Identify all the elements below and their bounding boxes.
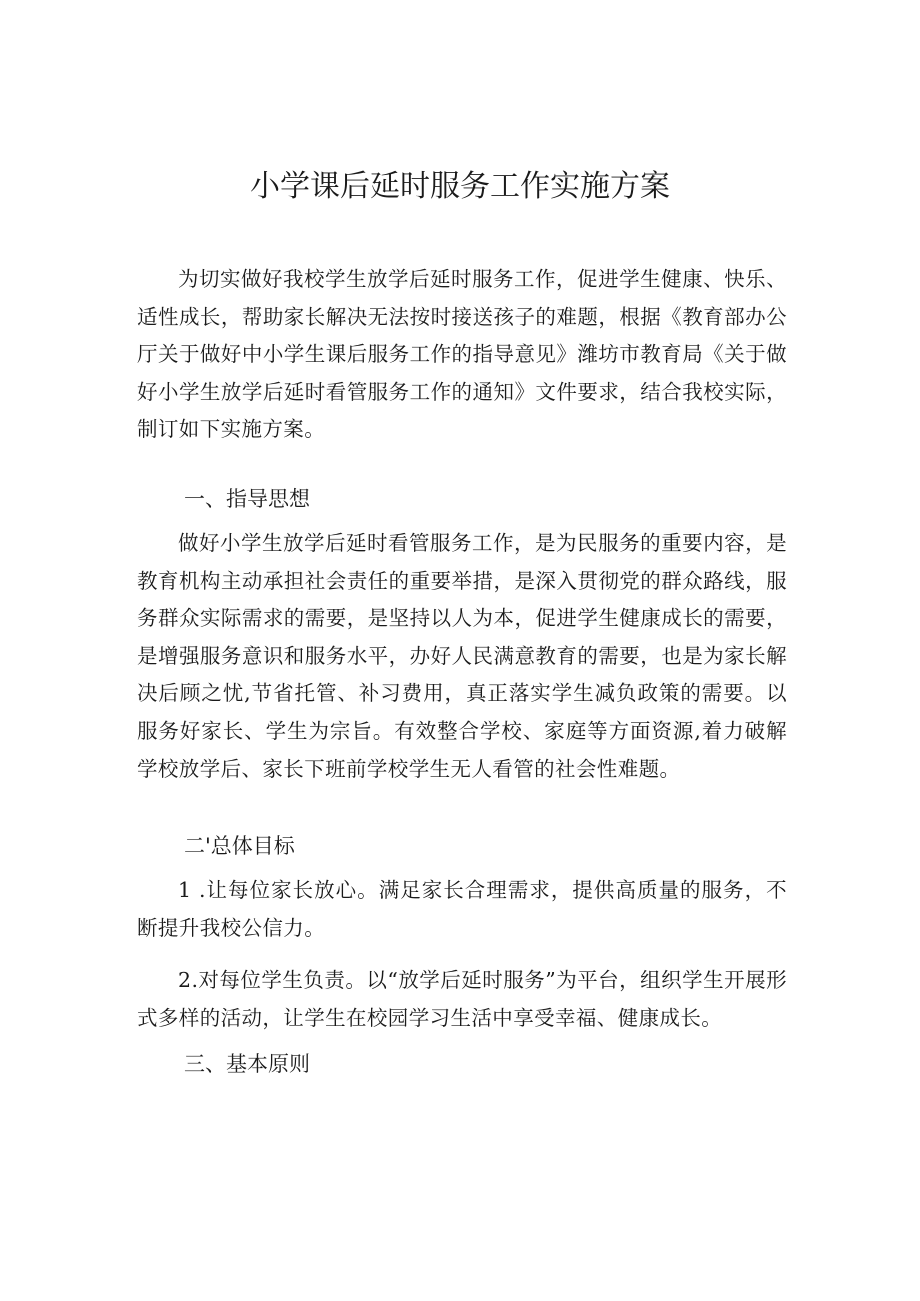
goal-item-2: 2.对每位学生负责。以“放学后延时服务”为平台，组织学生开展形式多样的活动，让学生在校园学习生活中享受幸福、健康成长。	[137, 968, 787, 1030]
guiding-ideology-paragraph: 做好小学生放学后延时看管服务工作，是为民服务的重要内容，是教育机构主动承担社会责任的重要举措，是深入贯彻党的群众路线，服务群众实际需求的需要，是坚持以人为本，促进学生健康成长的需要，是增强服务意识和服务水平，办好人民满意教育的需要，也是为家长解决后顾之忧,节省托管、补习费用，真正落实学生减负政策的需要。以服务好家长、学生为宗旨。有效整合学校、家庭等方面资源,着力破解学校放学后、家长下班前学校学生无人看管的社会性难题。	[137, 531, 787, 781]
section-heading-basic-principles: 三、基本原则	[184, 1052, 310, 1076]
section-heading-guiding-ideology: 一、指导思想	[184, 487, 310, 511]
intro-paragraph: 为切实做好我校学生放学后延时服务工作，促进学生健康、快乐、适性成长，帮助家长解决无法按时接送孩子的难题，根据《教育部办公厅关于做好中小学生课后服务工作的指导意见》潍坊市教育局《关于做好小学生放学后延时看管服务工作的通知》文件要求，结合我校实际，制订如下实施方案。	[137, 267, 787, 442]
section-heading-overall-goals: 二'总体目标	[184, 834, 295, 858]
document-title: 小学课后延时服务工作实施方案	[250, 169, 670, 204]
goal-item-1: 1 .让每位家长放心。满足家长合理需求，提供高质量的服务，不断提升我校公信力。	[137, 878, 787, 940]
